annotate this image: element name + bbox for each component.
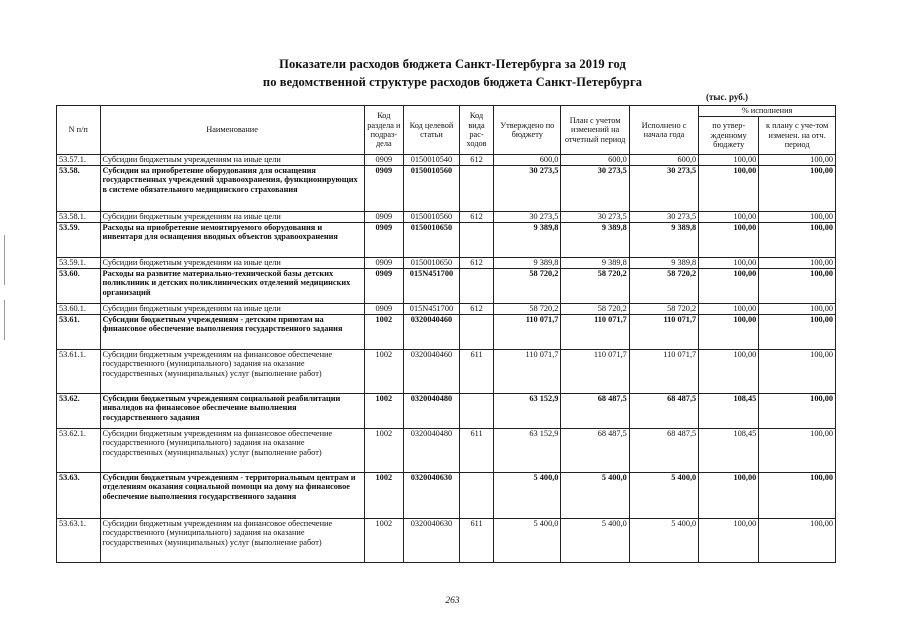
row-name: Расходы на приобретение немонтируемого оборудования и инвентаря для оснащения вводных объектов здравоохранения — [100, 223, 364, 258]
row-executed: 9 389,8 — [629, 223, 698, 258]
row-number: 53.62.1. — [57, 429, 101, 473]
row-article-code: 0320040460 — [404, 315, 460, 350]
row-executed: 9 389,8 — [629, 258, 698, 269]
row-executed: 110 071,7 — [629, 350, 698, 394]
row-pct-approved: 100,00 — [699, 258, 759, 269]
row-pct-approved: 100,00 — [699, 304, 759, 315]
budget-table — [56, 105, 836, 563]
header-article-code: Код целевой статьи — [404, 106, 460, 155]
row-approved: 63 152,9 — [494, 394, 561, 429]
table-row — [57, 304, 836, 315]
row-approved: 58 720,2 — [494, 269, 561, 304]
table-row — [57, 394, 836, 429]
row-executed: 30 273,5 — [629, 166, 698, 212]
row-approved: 110 071,7 — [494, 350, 561, 394]
row-section-code: 0909 — [364, 269, 403, 304]
row-kind-code — [459, 166, 493, 212]
row-name: Субсидии бюджетным учреждениям на финансовое обеспечение государственного (муниципального) задания на оказание государственных (муниципальных) услуг (выполнение работ) — [100, 429, 364, 473]
row-pct-approved: 100,00 — [699, 155, 759, 166]
row-pct-approved: 100,00 — [699, 315, 759, 350]
row-executed: 68 487,5 — [629, 429, 698, 473]
row-pct-plan: 100,00 — [759, 212, 836, 223]
row-section-code: 0909 — [364, 212, 403, 223]
row-pct-approved: 100,00 — [699, 350, 759, 394]
row-number: 53.59.1. — [57, 258, 101, 269]
row-pct-plan: 100,00 — [759, 155, 836, 166]
table-row — [57, 473, 836, 519]
table-row — [57, 315, 836, 350]
row-approved: 600,0 — [494, 155, 561, 166]
units-label: (тыс. руб.) — [706, 92, 748, 102]
header-pct-plan: к плану с уче-том изменен. на отч. период — [759, 117, 836, 155]
row-article-code: 0320040630 — [404, 473, 460, 519]
row-article-code: 0150010540 — [404, 155, 460, 166]
row-section-code: 1002 — [364, 315, 403, 350]
row-pct-approved: 100,00 — [699, 223, 759, 258]
row-article-code: 015N451700 — [404, 304, 460, 315]
header-executed: Исполнено с начала года — [629, 106, 698, 155]
row-section-code: 1002 — [364, 350, 403, 394]
row-pct-plan: 100,00 — [759, 269, 836, 304]
row-plan: 9 389,8 — [561, 258, 629, 269]
table-row — [57, 223, 836, 258]
row-article-code: 0150010650 — [404, 223, 460, 258]
row-pct-plan: 100,00 — [759, 429, 836, 473]
row-pct-plan: 100,00 — [759, 394, 836, 429]
header-pct-approved: по утвер-жденному бюджету — [699, 117, 759, 155]
row-kind-code: 611 — [459, 429, 493, 473]
row-pct-plan: 100,00 — [759, 304, 836, 315]
table-row — [57, 519, 836, 563]
header-name: Наименование — [100, 106, 364, 155]
row-executed: 600,0 — [629, 155, 698, 166]
row-pct-approved: 100,00 — [699, 212, 759, 223]
row-section-code: 1002 — [364, 519, 403, 563]
row-plan: 68 487,5 — [561, 429, 629, 473]
table-row — [57, 350, 836, 394]
row-number: 53.60. — [57, 269, 101, 304]
row-kind-code — [459, 269, 493, 304]
row-executed: 30 273,5 — [629, 212, 698, 223]
row-name: Субсидии бюджетным учреждениям на иные цели — [100, 258, 364, 269]
row-number: 53.61. — [57, 315, 101, 350]
row-plan: 9 389,8 — [561, 223, 629, 258]
row-section-code: 1002 — [364, 394, 403, 429]
row-executed: 58 720,2 — [629, 304, 698, 315]
row-article-code: 0320040480 — [404, 394, 460, 429]
row-name: Расходы на развитие материально-технической базы детских поликлиник и детских поликлинических отделений медицинских организаций — [100, 269, 364, 304]
header-pct-group: % исполнения — [699, 106, 836, 117]
table-row — [57, 269, 836, 304]
row-approved: 30 273,5 — [494, 212, 561, 223]
row-section-code: 1002 — [364, 429, 403, 473]
row-name: Субсидии бюджетным учреждениям на иные цели — [100, 155, 364, 166]
row-pct-approved: 108,45 — [699, 429, 759, 473]
header-num: N п/п — [57, 106, 101, 155]
row-section-code: 0909 — [364, 258, 403, 269]
row-section-code: 0909 — [364, 166, 403, 212]
row-number: 53.63. — [57, 473, 101, 519]
table-row — [57, 155, 836, 166]
row-plan: 30 273,5 — [561, 212, 629, 223]
row-executed: 58 720,2 — [629, 269, 698, 304]
scan-edge-mark — [4, 300, 5, 340]
scan-edge-mark — [4, 235, 5, 285]
row-kind-code: 612 — [459, 212, 493, 223]
row-pct-approved: 108,45 — [699, 394, 759, 429]
row-executed: 5 400,0 — [629, 519, 698, 563]
row-kind-code — [459, 394, 493, 429]
header-plan: План с учетом изменений на отчетный период — [561, 106, 629, 155]
row-section-code: 1002 — [364, 473, 403, 519]
row-article-code: 0150010650 — [404, 258, 460, 269]
row-approved: 110 071,7 — [494, 315, 561, 350]
row-pct-plan: 100,00 — [759, 315, 836, 350]
row-number: 53.63.1. — [57, 519, 101, 563]
row-section-code: 0909 — [364, 304, 403, 315]
row-name: Субсидии бюджетным учреждениям - детским приютам на финансовое обеспечение выполнения государственного задания — [100, 315, 364, 350]
document-title-line-1: Показатели расходов бюджета Санкт-Петербурга за 2019 год — [279, 57, 626, 71]
row-approved: 5 400,0 — [494, 473, 561, 519]
row-article-code: 015N451700 — [404, 269, 460, 304]
row-number: 53.62. — [57, 394, 101, 429]
row-section-code: 0909 — [364, 155, 403, 166]
row-pct-plan: 100,00 — [759, 258, 836, 269]
row-number: 53.59. — [57, 223, 101, 258]
row-kind-code: 612 — [459, 155, 493, 166]
row-pct-plan: 100,00 — [759, 223, 836, 258]
row-name: Субсидии на приобретение оборудования для оснащения государственных учреждений здравоохранения, функционирующих в системе обязательного медицинского страхования — [100, 166, 364, 212]
row-executed: 110 071,7 — [629, 315, 698, 350]
row-article-code: 0150010560 — [404, 212, 460, 223]
row-plan: 30 273,5 — [561, 166, 629, 212]
row-number: 53.58. — [57, 166, 101, 212]
row-plan: 5 400,0 — [561, 473, 629, 519]
row-kind-code: 612 — [459, 258, 493, 269]
row-pct-approved: 100,00 — [699, 519, 759, 563]
row-pct-approved: 100,00 — [699, 166, 759, 212]
row-article-code: 0320040630 — [404, 519, 460, 563]
table-row — [57, 166, 836, 212]
row-approved: 9 389,8 — [494, 223, 561, 258]
row-approved: 58 720,2 — [494, 304, 561, 315]
row-executed: 5 400,0 — [629, 473, 698, 519]
row-article-code: 0150010560 — [404, 166, 460, 212]
row-plan: 58 720,2 — [561, 269, 629, 304]
row-plan: 68 487,5 — [561, 394, 629, 429]
row-kind-code: 612 — [459, 304, 493, 315]
row-pct-approved: 100,00 — [699, 269, 759, 304]
row-approved: 5 400,0 — [494, 519, 561, 563]
row-number: 53.60.1. — [57, 304, 101, 315]
header-section-code: Код раздела и подраз-дела — [364, 106, 403, 155]
budget-table-body — [57, 155, 836, 563]
row-name: Субсидии бюджетным учреждениям на иные цели — [100, 304, 364, 315]
row-pct-plan: 100,00 — [759, 519, 836, 563]
row-plan: 5 400,0 — [561, 519, 629, 563]
row-plan: 110 071,7 — [561, 350, 629, 394]
header-approved: Утверждено по бюджету — [494, 106, 561, 155]
row-pct-plan: 100,00 — [759, 350, 836, 394]
row-kind-code: 611 — [459, 519, 493, 563]
row-plan: 600,0 — [561, 155, 629, 166]
row-section-code: 0909 — [364, 223, 403, 258]
row-approved: 63 152,9 — [494, 429, 561, 473]
row-executed: 68 487,5 — [629, 394, 698, 429]
row-number: 53.58.1. — [57, 212, 101, 223]
row-pct-plan: 100,00 — [759, 166, 836, 212]
row-pct-plan: 100,00 — [759, 473, 836, 519]
table-row — [57, 212, 836, 223]
row-number: 53.61.1. — [57, 350, 101, 394]
row-plan: 110 071,7 — [561, 315, 629, 350]
page-number: 263 — [445, 596, 460, 606]
row-kind-code — [459, 473, 493, 519]
header-kind-code: Код вида рас-ходов — [459, 106, 493, 155]
row-kind-code: 611 — [459, 350, 493, 394]
document-title-line-2: по ведомственной структуре расходов бюджета Санкт-Петербурга — [262, 75, 643, 89]
row-article-code: 0320040480 — [404, 429, 460, 473]
row-number: 53.57.1. — [57, 155, 101, 166]
row-name: Субсидии бюджетным учреждениям на иные цели — [100, 212, 364, 223]
row-kind-code — [459, 315, 493, 350]
table-row — [57, 258, 836, 269]
row-approved: 30 273,5 — [494, 166, 561, 212]
row-kind-code — [459, 223, 493, 258]
table-row — [57, 429, 836, 473]
row-name: Субсидии бюджетным учреждениям социальной реабилитации инвалидов на финансовое обеспечение выполнения государственного задания — [100, 394, 364, 429]
row-pct-approved: 100,00 — [699, 473, 759, 519]
row-approved: 9 389,8 — [494, 258, 561, 269]
row-article-code: 0320040460 — [404, 350, 460, 394]
row-name: Субсидии бюджетным учреждениям на финансовое обеспечение государственного (муниципального) задания на оказание государственных (муниципальных) услуг (выполнение работ) — [100, 350, 364, 394]
row-name: Субсидии бюджетным учреждениям - территориальным центрам и отделениям оказания социальной помощи на дому на финансовое обеспечение выполнения государственного задания — [100, 473, 364, 519]
row-name: Субсидии бюджетным учреждениям на финансовое обеспечение государственного (муниципального) задания на оказание государственных (муниципальных) услуг (выполнение работ) — [100, 519, 364, 563]
row-plan: 58 720,2 — [561, 304, 629, 315]
